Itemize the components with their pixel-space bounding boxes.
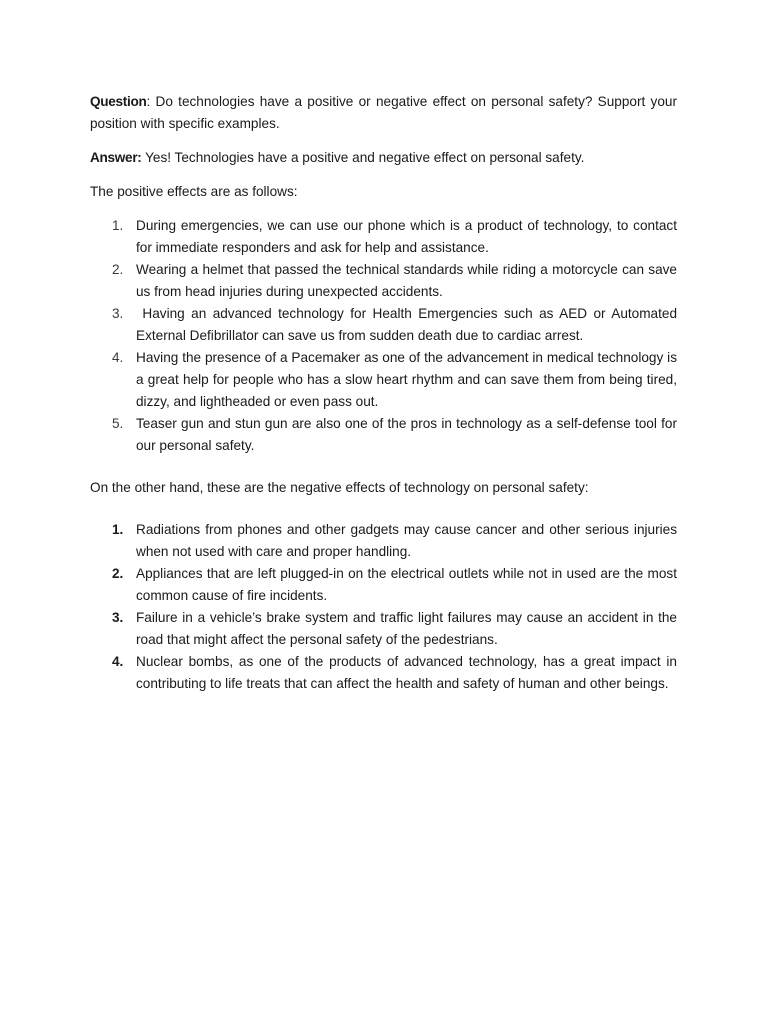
document-body	[90, 91, 677, 695]
list-item-number: 3.	[112, 306, 124, 321]
answer-text: Yes! Technologies have a positive and negative effect on personal safety.	[141, 150, 585, 165]
list-item-text: Wearing a helmet that passed the technical standards while riding a motorcycle can save us from head injuries during unexpected accidents.	[136, 262, 677, 299]
question-paragraph	[90, 91, 677, 135]
list-item-text: During emergencies, we can use our phone which is a product of technology, to contact for immediate responders and ask for help and assistance.	[136, 218, 677, 255]
list-item	[90, 519, 677, 563]
list-item-text: Nuclear bombs, as one of the products of advanced technology, has a great impact in contributing to life treats that can affect the health and safety of human and other beings.	[136, 654, 677, 691]
list-item-text: Appliances that are left plugged-in on the electrical outlets while not in used are the most common cause of fire incidents.	[136, 566, 677, 603]
positive-intro: The positive effects are as follows:	[90, 184, 298, 199]
list-item	[90, 259, 677, 303]
answer-label: Answer:	[90, 150, 142, 165]
list-item	[90, 651, 677, 695]
list-item-text: Failure in a vehicle’s brake system and traffic light failures may cause an accident in the road that might affect the personal safety of the pedestrians.	[136, 610, 677, 647]
list-item	[90, 607, 677, 651]
list-item	[90, 215, 677, 259]
list-item-text: Teaser gun and stun gun are also one of the pros in technology as a self-defense tool for our personal safety.	[136, 416, 677, 453]
negative-effects-list	[90, 519, 677, 695]
list-item-text: Radiations from phones and other gadgets may cause cancer and other serious injuries when not used with care and proper handling.	[136, 522, 677, 559]
list-item	[90, 563, 677, 607]
list-item-number: 4.	[112, 654, 124, 669]
list-item	[90, 347, 677, 413]
list-item-number: 2.	[112, 262, 124, 277]
question-label: Question	[90, 94, 147, 109]
list-item-text: Having an advanced technology for Health Emergencies such as AED or Automated External Defibrillator can save us from sudden death due to cardiac arrest.	[136, 306, 677, 343]
answer-paragraph	[90, 147, 677, 169]
list-item-number: 4.	[112, 350, 124, 365]
question-text: : Do technologies have a positive or negative effect on personal safety? Support your position with specific examples.	[90, 94, 677, 131]
negative-intro: On the other hand, these are the negative effects of technology on personal safety:	[90, 480, 589, 495]
list-item	[90, 303, 677, 347]
list-item	[90, 413, 677, 457]
list-item-number: 3.	[112, 610, 124, 625]
list-item-number: 5.	[112, 416, 124, 431]
positive-effects-list	[90, 215, 677, 457]
list-item-number: 1.	[112, 522, 124, 537]
list-item-text: Having the presence of a Pacemaker as one of the advancement in medical technology is a great help for people who has a slow heart rhythm and can save them from being tired, dizzy, and lightheaded or even pass out.	[136, 350, 677, 409]
list-item-number: 1.	[112, 218, 124, 233]
list-item-number: 2.	[112, 566, 124, 581]
